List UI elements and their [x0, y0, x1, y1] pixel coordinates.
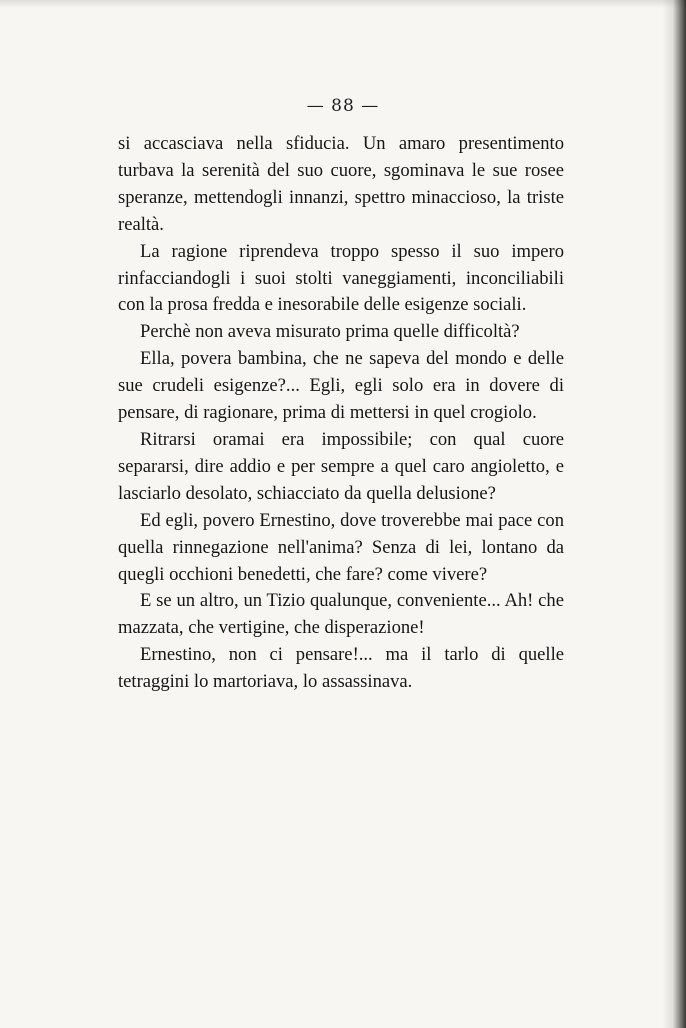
paragraph-7: E se un altro, un Tizio qualunque, conveniente... Ah! che mazzata, che vertigine, che disperazione!	[118, 590, 564, 639]
paragraph-1: si accasciava nella sfiducia. Un amaro presentimento turbava la serenità del suo cuore, sgominava le sue rosee speranze, mettendogli innanzi, spettro minaccioso, la triste realtà.	[118, 133, 564, 235]
page-binding-edge	[662, 0, 686, 1028]
page-top-shadow	[0, 0, 686, 8]
paragraph-5: Ritrarsi oramai era impossibile; con qual cuore separarsi, dire addio e per sempre a quel caro angioletto, e lasciarlo desolato, schiacciato da quella delusione?	[118, 428, 564, 504]
paragraph-6: Ed egli, povero Ernestino, dove troverebbe mai pace con quella rinnegazione nell'anima? Senza di lei, lontano da quegli occhioni benedetti, che fare? come vivere?	[118, 509, 564, 585]
paragraph-8: Ernestino, non ci pensare!... ma il tarlo di quelle tetraggini lo martoriava, lo assassinava.	[118, 644, 564, 693]
body-text	[118, 131, 564, 696]
paragraph-3: Perchè non aveva misurato prima quelle difficoltà?	[140, 321, 520, 343]
page-number: — 88 —	[306, 96, 380, 116]
paragraph-2: La ragione riprendeva troppo spesso il suo impero rinfacciandogli i suoi stolti vaneggiamenti, inconciliabili con la prosa fredda e inesorabile delle esigenze sociali.	[118, 240, 564, 316]
paragraph-4: Ella, povera bambina, che ne sapeva del mondo e delle sue crudeli esigenze?... Egli, egli solo era in dovere di pensare, di ragionare, prima di mettersi in quel crogiolo.	[118, 348, 564, 424]
